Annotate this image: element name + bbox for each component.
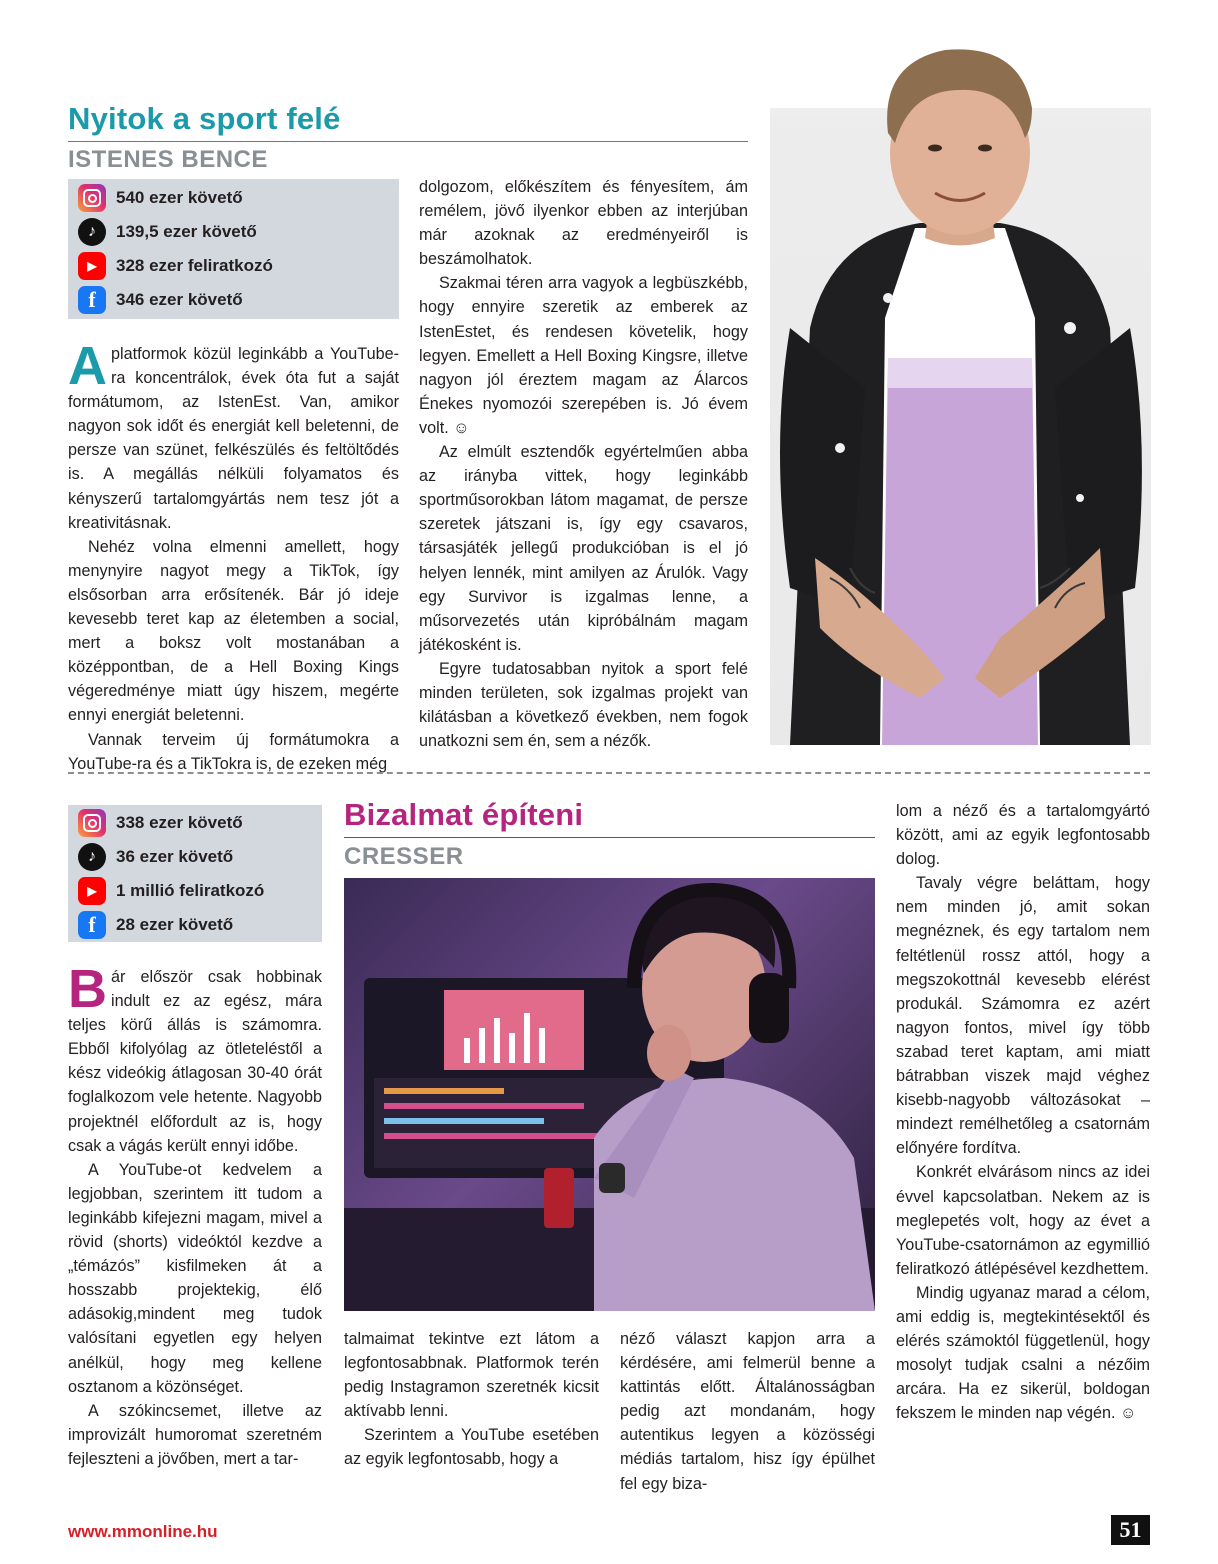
article2-stats-box bbox=[68, 805, 322, 942]
paragraph: Tavaly végre beláttam, hogy nem minden jó, amit sokan megnéznek, és egy tartalom nem feltétlenül rossz attól, hogy a megszokottnál kevesebb elérést produkál. Számomra ez azért nagyon fontos, mivel így több szabad teret kaptam, ami miatt bátrabban viszek majd véghez kisebb-nagyobb változásokat – mindezt remélhetőleg a csatornám előnyére fordítva. bbox=[896, 874, 1150, 1158]
facebook-icon: f bbox=[78, 286, 106, 314]
stat-tiktok bbox=[78, 842, 233, 872]
paragraph: Mindig ugyanaz marad a célom, ami eddig is, megtekintésektől és elérés számoktól függetlenül, hogy mosolyt tudjak csalni a nézőim arcára. Ha ez sikerül, boldogan fekszem le minden nap végén. ☺ bbox=[896, 1283, 1150, 1423]
portrait-photo bbox=[770, 28, 1151, 745]
article2-title: Bizalmat építeni bbox=[344, 797, 584, 832]
dropcap: B bbox=[68, 959, 107, 1019]
article2-column-1 bbox=[68, 959, 322, 1471]
page-number: 51 bbox=[1111, 1515, 1150, 1545]
stat-youtube bbox=[78, 876, 264, 906]
stat-instagram bbox=[78, 183, 243, 213]
paragraph: Vannak terveim új formátumokra a YouTube-ra és a TikTokra is, de ezeken még bbox=[68, 730, 399, 773]
paragraph: Szakmai téren arra vagyok a legbüszkébb, hogy ennyire szeretik az emberek az IstenEstet, és rendesen követelik, hogy legyen. Emellett a Hell Boxing Kingsre, illetve nagyon jól éreztem magam az Álarcos Énekes nyomozói szerepében is. Jó évem volt. ☺ bbox=[419, 274, 748, 437]
paragraph: néző választ kapjon arra a kérdésére, ami felmerül benne a kattintás előtt. Általánosságban pedig azt mondanám, hogy autentikus legyen a közösségi médiás tartalom, hisz így épülhet fel egy biza- bbox=[620, 1330, 875, 1493]
stat-label: 328 ezer feliratkozó bbox=[116, 256, 273, 275]
stat-label: 1 millió feliratkozó bbox=[116, 881, 265, 900]
paragraph: A YouTube-ot kedvelem a legjobban, szerintem itt tudom a leginkább kifejezni magam, mivel a rövid (shorts) videóktól kezdve a „témázós” kisfilmeken át a hosszabb projektekig, élő adásokig,mindent meg tudok valósítani egyetlen egy helyen anélkül, hogy meg kellene osztanom a közönséget. bbox=[68, 1160, 322, 1396]
stat-facebook bbox=[78, 285, 243, 315]
facebook-icon: f bbox=[78, 911, 106, 939]
paragraph: talmaimat tekintve ezt látom a legfontosabbnak. Platformok terén pedig Instagramon szeretnék kicsit aktívabb lenni. bbox=[344, 1330, 599, 1421]
stat-tiktok bbox=[78, 217, 257, 247]
paragraph: Konkrét elvárásom nincs az idei évvel kapcsolatban. Nekem az is meglepetés volt, hogy az évet a YouTube-csatornámon az egymillió feliratkozó átlépésével kezdhettem. bbox=[896, 1163, 1150, 1278]
article1-author-name: ISTENES BENCE bbox=[68, 146, 268, 173]
article1-title-rule bbox=[68, 141, 748, 142]
paragraph: Az elmúlt esztendők egyértelműen abba az irányba vittek, hogy leginkább sportműsorokban látom magamat, de persze szeretek játszani is, így egy csavaros, társasjáték jellegű produkcióban is el jó helyen lennék, mint amilyen az Árulók. Vagy egy Survivor is izgalmas lenne, a műsorvezetés után kipróbálnám magam játékosként is. bbox=[419, 443, 748, 654]
stat-facebook bbox=[78, 910, 233, 940]
dropcap: A bbox=[68, 336, 107, 396]
paragraph: A szókincsemet, illetve az improvizált humoromat szeretném fejleszteni a jövőben, mert a tar- bbox=[68, 1401, 322, 1468]
paragraph: Egyre tudatosabban nyitok a sport felé minden területen, sok izgalmas projekt van kilátásban a következő években, nem fogok unatkozni sem én, sem a nézők. bbox=[419, 659, 748, 751]
gamer-illustration bbox=[344, 878, 875, 1311]
youtube-icon: ▶ bbox=[78, 877, 106, 905]
paragraph: dolgozom, előkészítem és fényesítem, ám remélem, jövő ilyenkor ebben az interjúban már azoknak az eredményeiről is beszámolhatok. bbox=[419, 178, 748, 269]
youtube-icon: ▶ bbox=[78, 252, 106, 280]
section-divider bbox=[68, 772, 1150, 774]
article1-title: Nyitok a sport felé bbox=[68, 101, 341, 136]
stat-instagram bbox=[78, 808, 243, 838]
portrait-illustration bbox=[770, 28, 1151, 745]
tiktok-icon: ♪ bbox=[78, 218, 106, 246]
article2-author-name: CRESSER bbox=[344, 843, 464, 870]
article1-column-1 bbox=[68, 336, 399, 776]
article1-stats-box bbox=[68, 179, 399, 319]
paragraph: Szerintem a YouTube esetében az egyik legfontosabb, hogy a bbox=[344, 1426, 599, 1469]
article2-title-rule bbox=[344, 837, 875, 838]
instagram-icon bbox=[78, 809, 106, 837]
footer-website[interactable]: www.mmonline.hu bbox=[68, 1522, 218, 1541]
paragraph: A platformok közül leginkább a YouTube-ra koncentrálok, évek óta fut a saját formátumom, az IstenEst. Van, amikor nagyon sok időt és energiát kell beletenni, de persze van szünet, felkészülés és feltöltődés is. A megállás nélküli folyamatos és kényszerű tartalomgyártás nem tesz jót a kreativitásnak. bbox=[68, 336, 399, 532]
paragraph: Bár először csak hobbinak indult ez az egész, mára teljes körű állás is számomra. Ebből kifolyólag az ötleteléstől a kész videókig átlagosan 30-40 órát foglalkozom vele hetente. Nagyobb projektnél előfordult az is, hogy csak a vágás került ennyi időbe. bbox=[68, 959, 322, 1155]
tiktok-icon: ♪ bbox=[78, 843, 106, 871]
stat-youtube bbox=[78, 251, 273, 281]
article2-column-3 bbox=[620, 1327, 875, 1496]
article2-column-4 bbox=[896, 799, 1150, 1425]
instagram-icon bbox=[78, 184, 106, 212]
article1-column-2 bbox=[419, 175, 748, 753]
stat-label: 36 ezer követő bbox=[116, 847, 234, 866]
stat-label: 346 ezer követő bbox=[116, 290, 243, 309]
gamer-photo bbox=[344, 878, 875, 1311]
article2-column-2 bbox=[344, 1327, 599, 1472]
stat-label: 540 ezer követő bbox=[116, 188, 243, 207]
paragraph: Nehéz volna elmenni amellett, hogy menynyire nagyot megy a TikTok, így elsősorban arra erősítenék. Bár jó ideje kevesebb teret kap az életemben a social, mert a boksz volt mostanában a középpontban, de a Hell Boxing Kings végeredménye miatt úgy hiszem, megérte ennyi energiát beletenni. bbox=[68, 537, 399, 725]
paragraph: lom a néző és a tartalomgyártó között, ami az egyik legfontosabb dolog. bbox=[896, 802, 1150, 869]
stat-label: 28 ezer követő bbox=[116, 915, 234, 934]
stat-label: 338 ezer követő bbox=[116, 813, 243, 832]
stat-label: 139,5 ezer követő bbox=[116, 222, 257, 241]
